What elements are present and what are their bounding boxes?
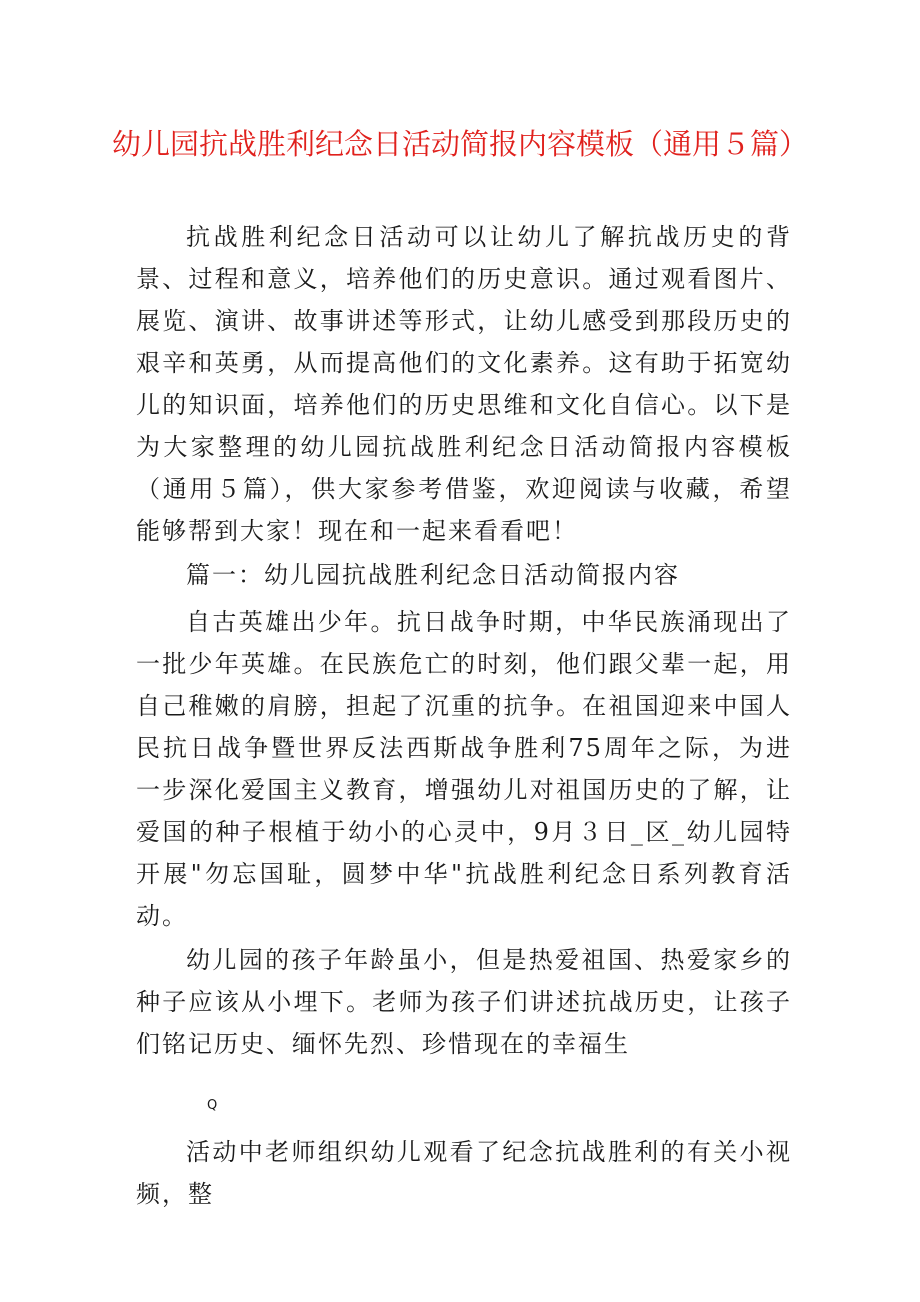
body-paragraph-3: 活动中老师组织幼儿观看了纪念抗战胜利的有关小视频，整 — [136, 1138, 792, 1208]
body-paragraph-1: 自古英雄出少年。抗日战争时期，中华民族涌现出了一批少年英雄。在民族危亡的时刻，他们跟父辈一起，用自己稚嫩的肩膀，担起了沉重的抗争。在祖国迎来中国人民抗日战争暨世界反法西斯战争胜利75周年之际，为进一步深化爱国主义教育，增强幼儿对祖国历史的了解，让爱国的种子根植于幼小的心灵中，9月３日_区_幼儿园特开展"勿忘国耻，圆梦中华"抗战胜利纪念日系列教育活动。 — [136, 608, 792, 930]
paragraph-block-3 — [136, 1131, 792, 1215]
paragraph-block-2 — [136, 939, 792, 1065]
stray-mark: Q — [207, 1098, 218, 1113]
intro-paragraph: 抗战胜利纪念日活动可以让幼儿了解抗战历史的背景、过程和意义，培养他们的历史意识。通过观看图片、展览、演讲、故事讲述等形式，让幼儿感受到那段历史的艰辛和英勇，从而提高他们的文化素养。这有助于拓宽幼儿的知识面，培养他们的历史思维和文化自信心。以下是为大家整理的幼儿园抗战胜利纪念日活动简报内容模板（通用５篇），供大家参考借鉴，欢迎阅读与收藏，希望能够帮到大家！现在和一起来看看吧！ — [136, 223, 792, 545]
document-title: 幼儿园抗战胜利纪念日活动简报内容模板（通用５篇） — [111, 127, 808, 161]
section-heading: 篇一：幼儿园抗战胜利纪念日活动简报内容 — [186, 561, 680, 589]
paragraph-block-1 — [136, 601, 792, 937]
intro-paragraph-block — [136, 216, 792, 552]
body-paragraph-2: 幼儿园的孩子年龄虽小，但是热爱祖国、热爱家乡的种子应该从小埋下。老师为孩子们讲述抗战历史，让孩子们铭记历史、缅怀先烈、珍惜现在的幸福生 — [136, 946, 792, 1058]
section-heading-block — [136, 554, 792, 596]
